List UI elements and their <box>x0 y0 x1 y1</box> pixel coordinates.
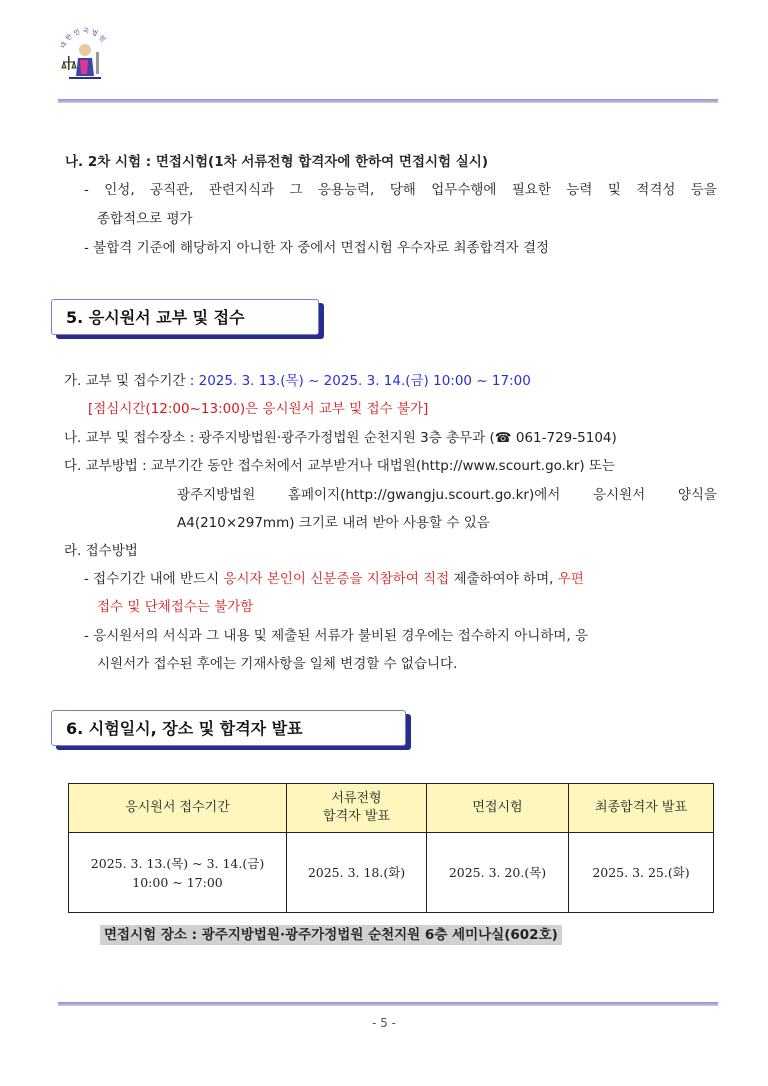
submission-bullet1-pre: - 접수기간 내에 반드시 <box>84 571 224 587</box>
word: 인성, <box>104 182 135 198</box>
submission-method-title: 라. 접수방법 <box>64 543 138 559</box>
schedule-header-cell: 최종합격자 발표 <box>569 784 714 833</box>
schedule-cell: 2025. 3. 25.(화) <box>569 833 714 913</box>
exam2-bullet1-line1 <box>84 180 717 200</box>
court-logo <box>54 22 116 84</box>
page-number: - 5 - <box>372 1016 396 1030</box>
receipt-place: 나. 교부 및 접수장소 : 광주지방법원·광주가정법원 순천지원 3층 총무과 (☎ 061-729-5104) <box>64 430 617 446</box>
submission-bullet1-line2: 접수 및 단체접수는 불가함 <box>97 599 254 615</box>
word: 및 <box>607 182 621 198</box>
word: 관련지식과 <box>208 182 275 198</box>
submission-bullet1-line1 <box>84 569 584 589</box>
word: 공직관, <box>150 182 194 198</box>
schedule-header-cell: 면접시험 <box>427 784 569 833</box>
section5-heading: 5. 응시원서 교부 및 접수 <box>51 299 319 335</box>
distribution-method-line1: 다. 교부방법 : 교부기간 동안 접수처에서 교부받거나 대법원(http://www.scourt.go.kr) 또는 <box>64 458 615 474</box>
lunch-note: [점심시간(12:00~13:00)은 응시원서 교부 및 접수 불가] <box>88 401 429 417</box>
word: - <box>84 182 89 198</box>
word: 능력 <box>566 182 593 198</box>
word: 광주지방법원 <box>177 487 256 503</box>
word: 필요한 <box>511 182 551 198</box>
exam2-bullet2: - 불합격 기준에 해당하지 아니한 자 중에서 면접시험 우수자로 최종합격자 결정 <box>84 240 550 256</box>
word: 홈페이지(http://gwangju.scourt.go.kr)에서 <box>287 487 561 503</box>
distribution-method-line3: A4(210×297mm) 크기로 내려 받아 사용할 수 있음 <box>177 515 490 531</box>
word: 당해 <box>389 182 416 198</box>
schedule-cell: 2025. 3. 20.(목) <box>427 833 569 913</box>
submission-bullet2-line1: - 응시원서의 서식과 그 내용 및 제출된 서류가 불비된 경우에는 접수하지 아니하며, 응 <box>84 628 589 644</box>
word: 등을 <box>690 182 717 198</box>
interview-venue: 면접시험 장소 : 광주지방법원·광주가정법원 순천지원 6층 세미나실(602호) <box>100 925 562 945</box>
submission-bullet2-line2: 시원서가 접수된 후에는 기재사항을 일체 변경할 수 없습니다. <box>97 656 458 672</box>
exam2-title: 나. 2차 시험 : 면접시험(1차 서류전형 합격자에 한하여 면접시험 실시) <box>65 154 489 170</box>
schedule-header-row <box>69 784 714 833</box>
exam2-bullet1-line2: 종합적으로 평가 <box>97 211 193 227</box>
submission-bullet1-emphasis2: 우편 <box>557 571 584 587</box>
word: 적격성 <box>636 182 676 198</box>
distribution-method-line2 <box>177 485 717 505</box>
receipt-period-value: 2025. 3. 13.(목) ~ 2025. 3. 14.(금) 10:00 ~ 17:00 <box>198 373 531 389</box>
word: 응용능력, <box>317 182 375 198</box>
section6-heading: 6. 시험일시, 장소 및 합격자 발표 <box>51 710 406 746</box>
header-rule <box>58 99 718 103</box>
receipt-period-label: 가. 교부 및 접수기간 : <box>64 373 199 389</box>
word: 그 <box>289 182 303 198</box>
schedule-header-cell: 응시원서 접수기간 <box>69 784 287 833</box>
logo-lettering: 대 한 민 국 법 원 <box>58 26 108 50</box>
footer-rule <box>58 1002 718 1006</box>
receipt-period <box>64 371 531 391</box>
schedule-table <box>68 783 714 913</box>
schedule-header-cell: 서류전형 합격자 발표 <box>287 784 427 833</box>
word: 업무수행에 <box>431 182 497 198</box>
submission-bullet1-emphasis: 응시자 본인이 신분증을 지참하여 직접 <box>223 571 450 587</box>
schedule-row <box>69 833 714 913</box>
schedule-cell: 2025. 3. 18.(화) <box>287 833 427 913</box>
word: 양식을 <box>677 487 717 503</box>
word: 응시원서 <box>593 487 646 503</box>
schedule-cell: 2025. 3. 13.(목) ~ 3. 14.(금) 10:00 ~ 17:00 <box>69 833 287 913</box>
submission-bullet1-mid: 제출하여야 하며, <box>449 571 558 587</box>
